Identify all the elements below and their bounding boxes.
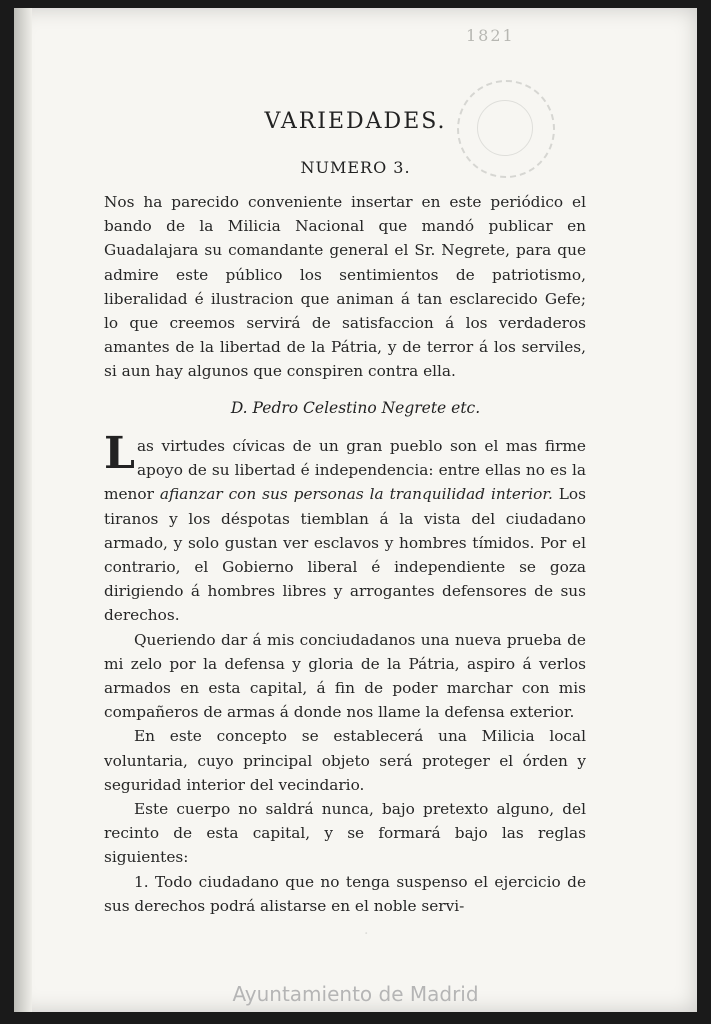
- issue-number: NUMERO 3.: [300, 158, 411, 177]
- decree-paragraph-3: En este concepto se establecerá una Milicia local voluntaria, cuyo principal objeto será proteger el órden y seguridad interior del vecindario.: [104, 727, 586, 794]
- show-through-mark: ·: [364, 926, 369, 942]
- decree-paragraph-2: Queriendo dar á mis conciudadanos una nueva prueba de mi zelo por la defensa y gloria de la Pátria, aspiro á verlos armados en esta capital, á fin de poder marchar con mis compañeros de armas á donde nos llame la defensa exterior.: [104, 630, 586, 722]
- decree-heading: D. Pedro Celestino Negrete etc.: [230, 399, 481, 417]
- decree-paragraph-4: Este cuerpo no saldrá nunca, bajo pretexto alguno, del recinto de esta capital, y se formará bajo las reglas siguientes:: [104, 800, 586, 867]
- pencil-annotation: 1821: [466, 26, 515, 45]
- article-1: 1. Todo ciudadano que no tenga suspenso el ejercicio de sus derechos podrá alistarse en el noble servi-: [104, 872, 586, 915]
- decree-p1-italic: afianzar con sus personas la tranquilidad interior.: [159, 485, 553, 504]
- watermark-text: Ayuntamiento de Madrid: [232, 982, 479, 1006]
- decree-paragraph-1: [104, 428, 586, 628]
- intro-paragraph: Nos ha parecido conveniente insertar en este periódico el bando de la Milicia Nacional que mandó publicar en Guadalajara su comandante general el Sr. Negrete, para que admire este público los sentimientos de patriotismo, liberalidad é ilustracion que animan á tan esclarecido Gefe; lo que creemos servirá de satisfaccion á los verdaderos amantes de la libertad de la Pátria, y de terror á los serviles, si aun hay algunos que conspiren contra ella.: [104, 193, 586, 381]
- decree-p1-end: Los tiranos y los déspotas tiemblan á la vista del ciudadano armado, y solo gustan ver esclavos y hombres tímidos. Por el contrario, el Gobierno liberal é independiente se goza dirigiendo á hombres libres y arrogantes defensores de sus derechos.: [104, 485, 586, 625]
- section-title: VARIEDADES.: [264, 109, 447, 134]
- scanned-page: [14, 8, 697, 1012]
- decree-p1-start: as virtudes cívicas de un gran pueblo son el mas firme apoyo de su libertad é independencia: entre ellas no es la menor: [104, 437, 586, 504]
- dropcap-letter: L: [104, 428, 135, 479]
- decree-body: [104, 428, 586, 918]
